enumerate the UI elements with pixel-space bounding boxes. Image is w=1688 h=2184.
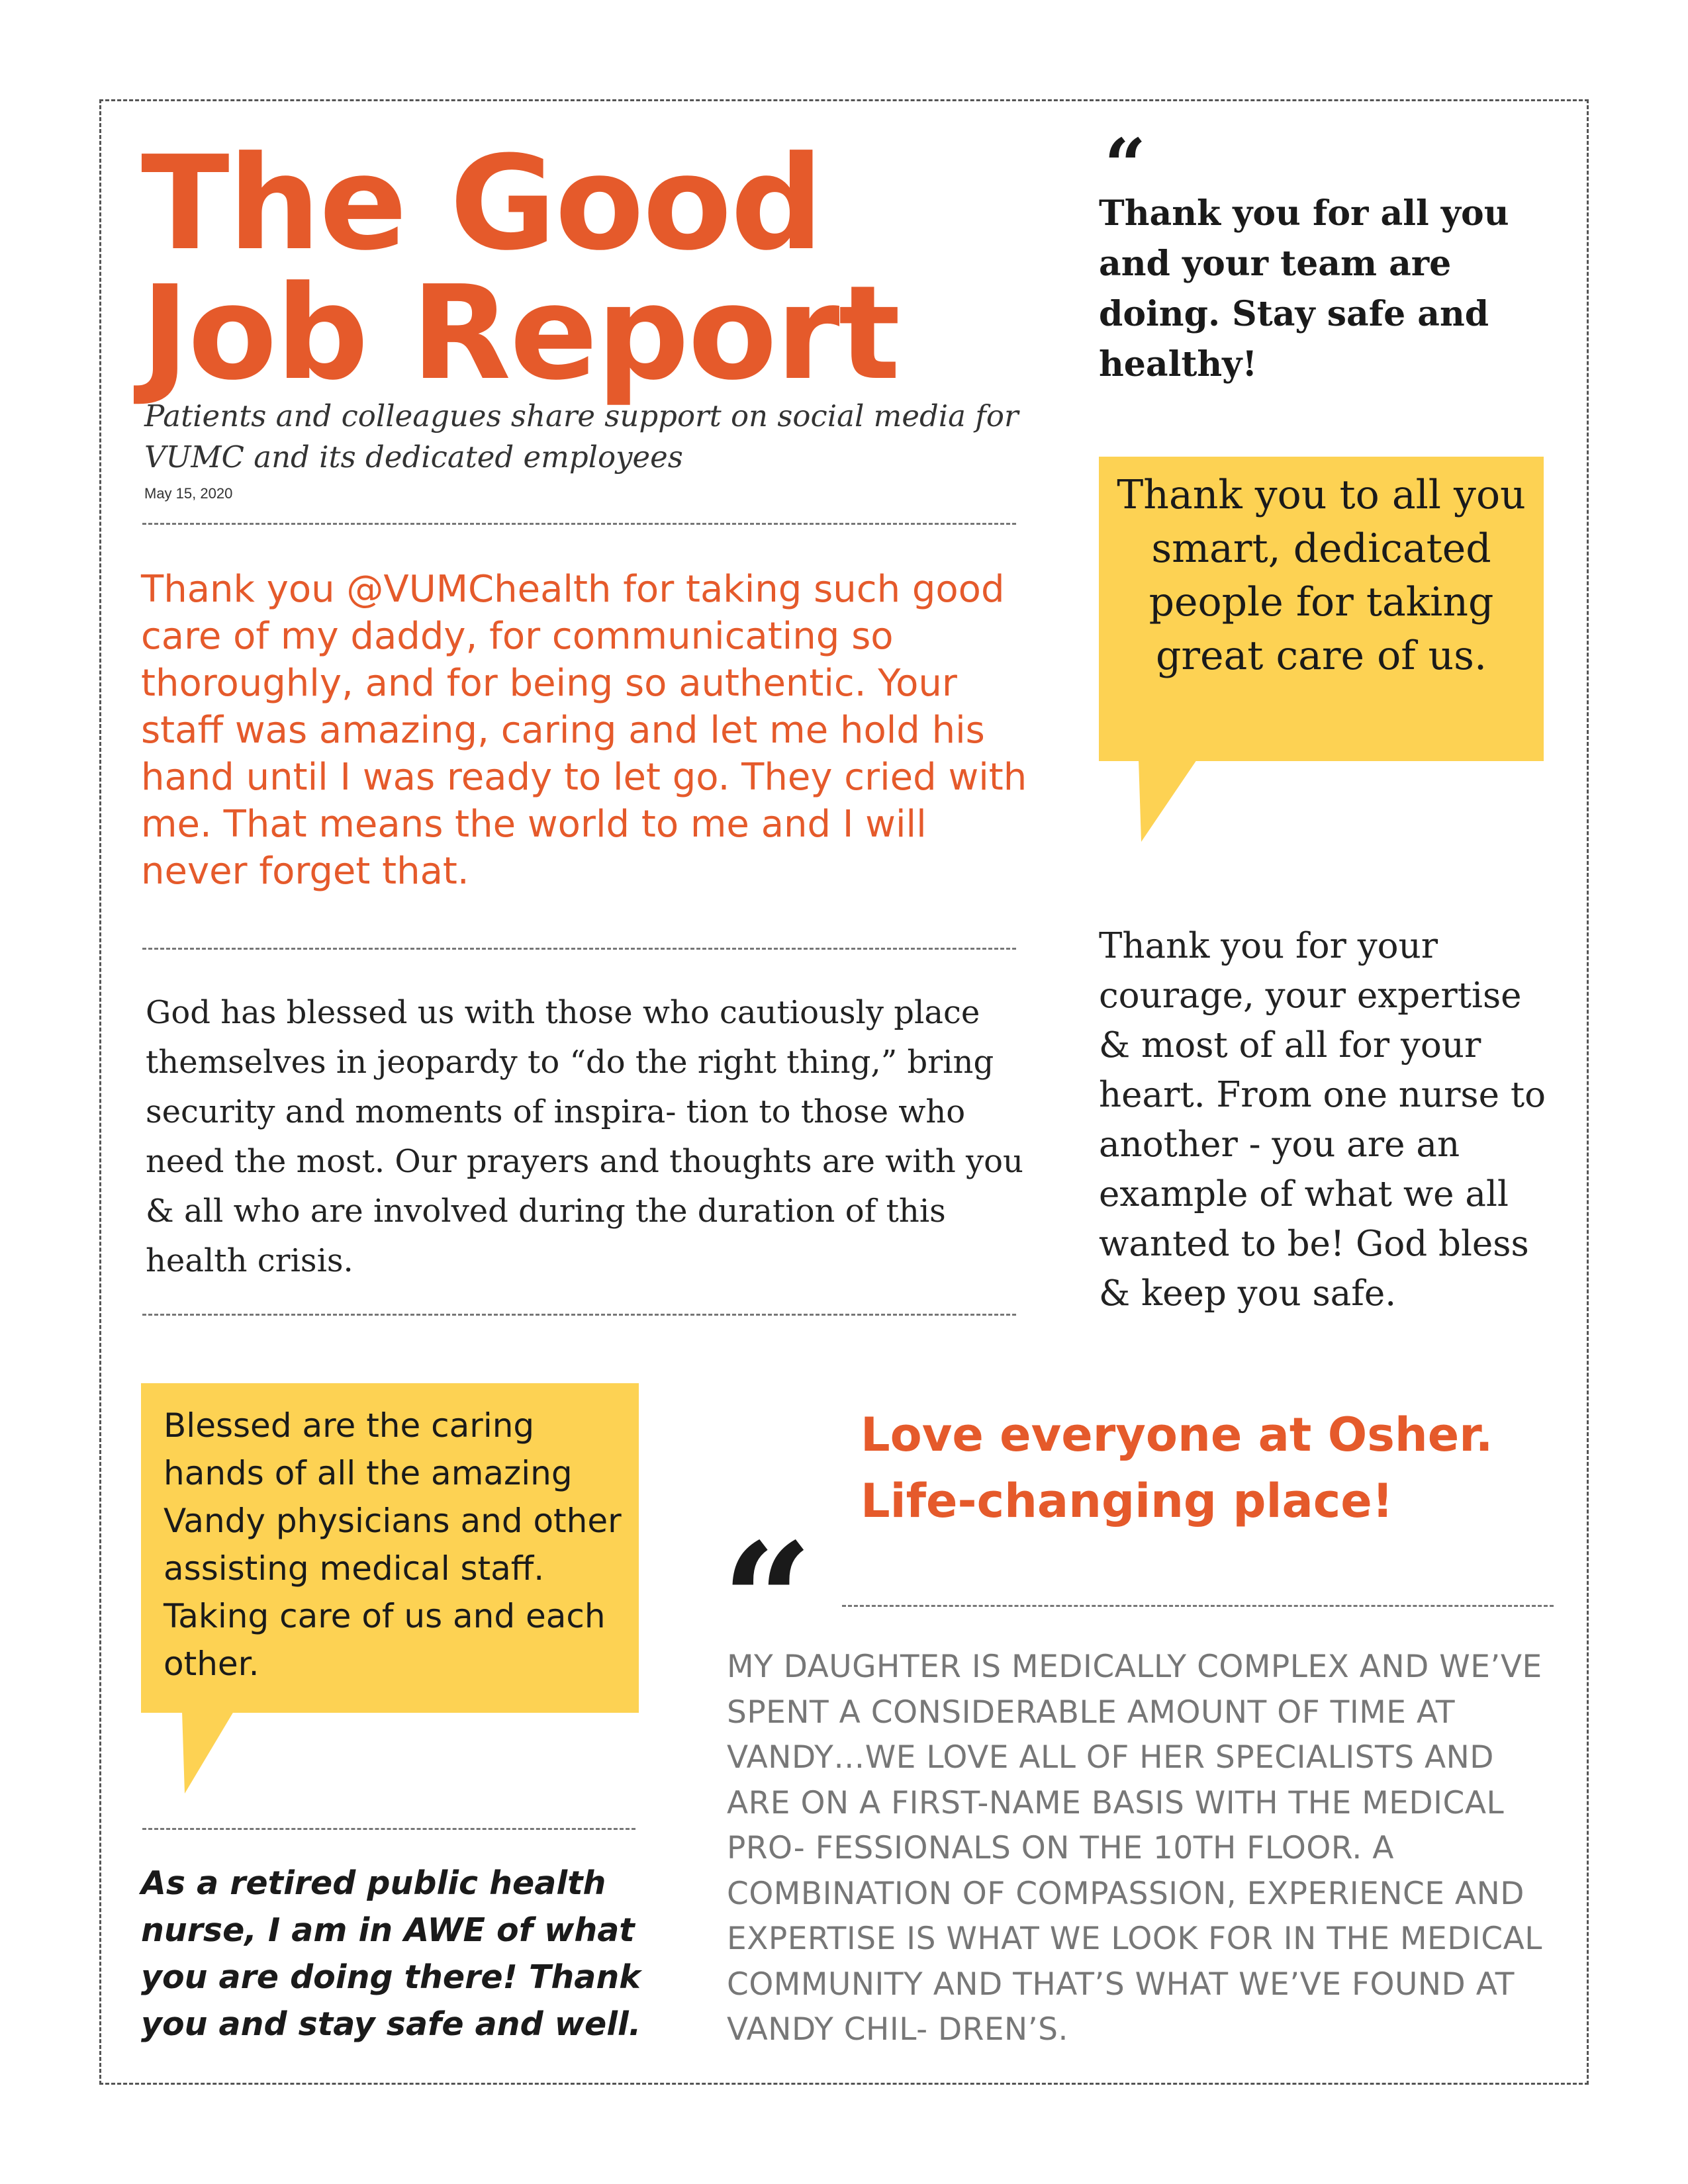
publish-date: May 15, 2020 xyxy=(144,485,233,502)
title-line-2: Job Report xyxy=(141,258,900,409)
divider xyxy=(842,1605,1554,1607)
quote-vumchealth: Thank you @VUMChealth for taking such good care of my daddy, for communicating so thoroughly, and for being so authentic. Your staff was amazing, caring and let me hold his hand until I was ready to let go. They cried with me. That means the world to me and I will never forget that. xyxy=(141,568,1027,893)
speech-bubble-tail xyxy=(182,1711,235,1794)
quote-god-blessed: God has blessed us with those who cautiously place themselves in jeopardy to “do the right thing,” bring security and moments of inspira- tion to those who need the most. Our prayers and thoughts are with you & all who are involved during the duration of this health crisis. xyxy=(146,994,1023,1279)
divider xyxy=(142,1314,1016,1316)
page-title xyxy=(141,128,1002,409)
quote-retired-nurse: As a retired public health nurse, I am in AWE of what you are doing there! Thank you and stay safe and well. xyxy=(141,1864,641,2043)
quote-nurse: Thank you for your courage, your expertise & most of all for your heart. From one nurse to another - you are an example of what we all wanted to be! God bless & keep you safe. xyxy=(1099,926,1546,1314)
divider xyxy=(142,948,1016,950)
quote-daughter: MY DAUGHTER IS MEDICALLY COMPLEX AND WE’VE SPENT A CONSIDERABLE AMOUNT OF TIME AT VANDY…WE LOVE ALL OF HER SPECIALISTS AND ARE ON A FIRST-NAME BASIS WITH THE MEDICAL PRO- FESSIONALS ON THE 10TH FLOOR. A COMBINATION OF COMPASSION, EXPERIENCE AND EXPERTISE IS WHAT WE LOOK FOR IN THE MEDICAL COMMUNITY AND THAT’S WHAT WE’VE FOUND AT VANDY CHIL- DREN’S. xyxy=(727,1649,1542,2048)
speech-bubble-tail xyxy=(1139,760,1198,842)
open-quote-mark-icon: “ xyxy=(1104,122,1140,208)
divider xyxy=(142,1828,635,1830)
quote-team: Thank you for all you and your team are doing. Stay safe and healthy! xyxy=(1099,193,1509,385)
quote-smart-people: Thank you to all you smart, dedicated people for taking great care of us. xyxy=(1117,472,1526,679)
quote-osher: Love everyone at Osher. Life-changing place! xyxy=(861,1408,1493,1528)
large-quote-mark-icon: “ xyxy=(722,1508,802,1695)
page-subtitle: Patients and colleagues share support on social media for VUMC and its dedicated employees xyxy=(144,398,1019,475)
divider xyxy=(142,523,1016,525)
quote-caring-hands: Blessed are the caring hands of all the amazing Vandy physicians and other assisting medical staff. Taking care of us and each other. xyxy=(164,1406,622,1683)
title-line-1: The Good xyxy=(141,128,822,279)
